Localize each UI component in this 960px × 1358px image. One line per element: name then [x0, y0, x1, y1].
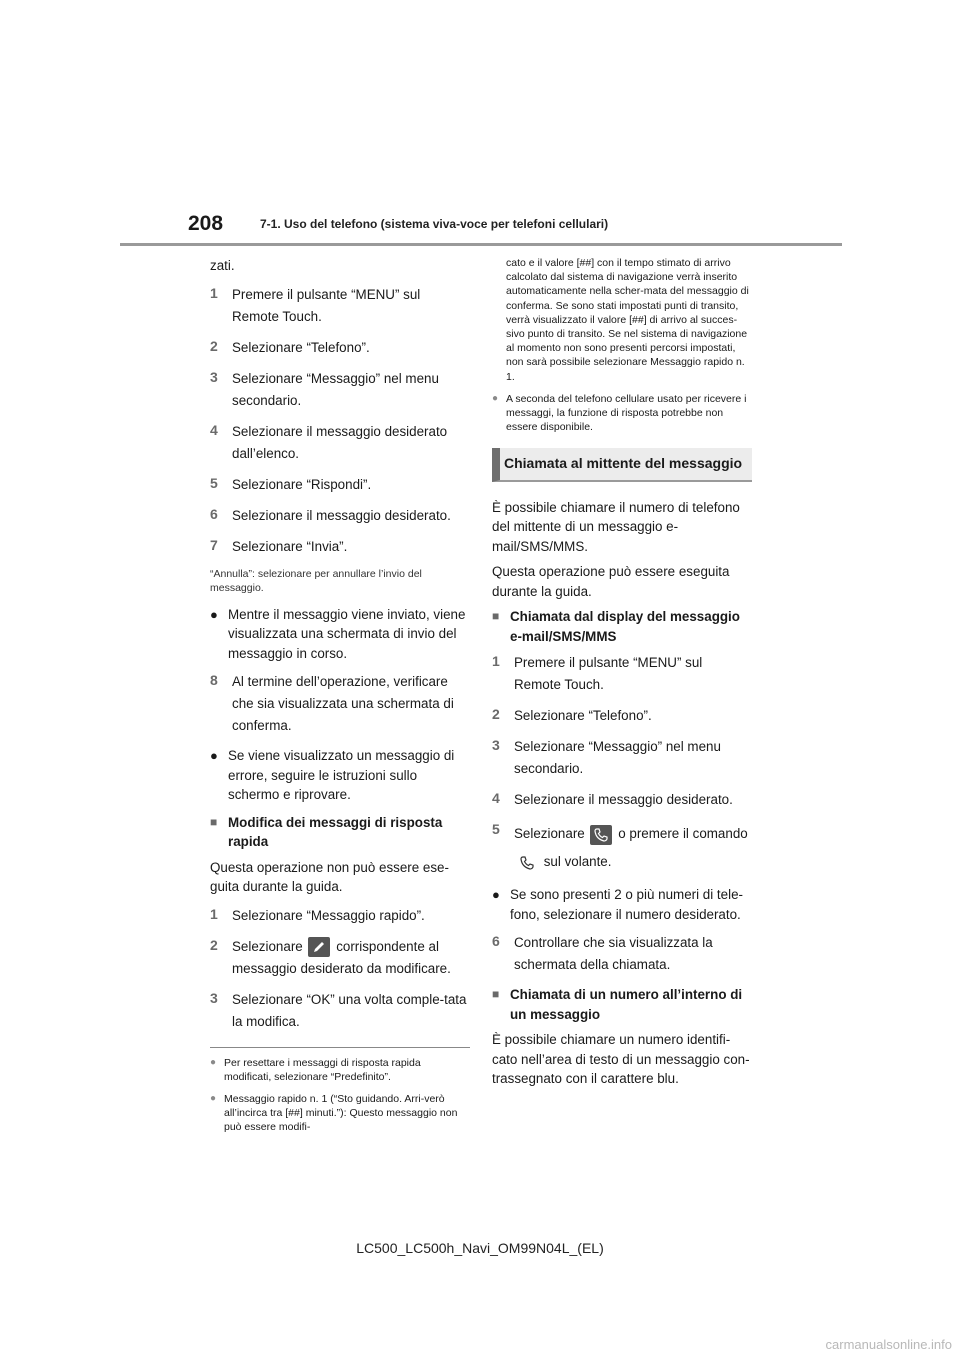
step-number: 1 — [210, 905, 218, 922]
bullet-text: Mentre il messaggio viene inviato, viene visualizzata una schermata di invio del messaggio in corso. — [228, 606, 466, 661]
step-2 — [210, 337, 470, 359]
step-text-pre: Selezionare — [232, 938, 303, 954]
step-4 — [492, 789, 752, 811]
step-number: 1 — [210, 284, 218, 301]
note-item — [210, 1092, 470, 1135]
annulla-note: “Annulla”: selezionare per annullare l’invio del messaggio. — [210, 567, 422, 594]
step-text-post: sul volante. — [543, 854, 612, 870]
page-number: 208 — [188, 212, 224, 235]
step-number: 6 — [492, 933, 500, 950]
step-text: Premere il pulsante “MENU” sul Remote Touch. — [232, 286, 421, 324]
step-text: Selezionare “Telefono”. — [514, 708, 652, 724]
step-number: 8 — [210, 672, 218, 688]
step-number: 3 — [210, 989, 218, 1006]
step-text: Selezionare “Messaggio” nel menu secondario. — [232, 370, 439, 408]
watermark: carmanualsonline.info — [825, 1337, 952, 1352]
phone-icon — [590, 825, 612, 845]
subheading-text: Chiamata di un numero all’interno di un messaggio — [510, 987, 743, 1022]
step-number: 7 — [210, 536, 218, 553]
subheading-text: Chiamata dal display del messaggio e-mail/SMS/MMS — [510, 609, 740, 644]
steering-phone-icon — [516, 853, 538, 873]
step-number: 4 — [492, 790, 500, 807]
step-text-mid: o premere il comando — [618, 826, 748, 842]
subheading-text: Modifica dei messaggi di risposta rapida — [228, 814, 443, 849]
step-text-pre: Selezionare — [514, 826, 585, 842]
note-dot-icon: ● — [492, 392, 499, 404]
step-3 — [210, 368, 470, 412]
paragraph: È possibile chiamare il numero di telefono del mittente di un messaggio e-mail/SMS/MMS. — [492, 499, 740, 554]
step-2 — [492, 705, 752, 727]
square-bullet-icon: ■ — [210, 814, 218, 829]
paragraph: Questa operazione non può essere ese-guita durante la guida. — [210, 859, 449, 894]
step-number: 4 — [210, 421, 218, 438]
step-b1 — [210, 905, 470, 927]
step-5 — [492, 820, 752, 876]
step-text: Premere il pulsante “MENU” sul Remote Touch. — [514, 655, 703, 693]
step-6 — [492, 932, 752, 976]
bullet-dot-icon: ● — [492, 887, 500, 903]
step-number: 2 — [492, 706, 500, 723]
bullet-item — [210, 605, 470, 664]
step-text — [232, 936, 470, 980]
subheading — [492, 607, 752, 646]
bullet-item — [210, 746, 470, 805]
step-number: 2 — [210, 936, 218, 953]
note-item — [492, 392, 752, 435]
step-3 — [492, 736, 752, 780]
right-column — [492, 256, 752, 1089]
step-text: Selezionare “OK” una volta comple-tata la modifica. — [232, 991, 467, 1029]
bullet-dot-icon: ● — [210, 606, 218, 622]
paragraph: È possibile chiamare un numero identifi-cato nell’area di testo di un messaggio con-trassegnato con il carattere blu. — [492, 1032, 750, 1087]
intro-text: zati. — [210, 258, 235, 273]
bullet-text: Se sono presenti 2 o più numeri di tele-fono, selezionare il numero desiderato. — [510, 887, 743, 922]
step-text: Selezionare “Rispondi”. — [232, 476, 372, 492]
step-number: 3 — [492, 737, 500, 754]
note-dot-icon: ● — [210, 1056, 217, 1068]
step-text: Selezionare “Messaggio” nel menu secondario. — [514, 739, 721, 777]
pencil-icon — [308, 937, 330, 957]
note-text: cato e il valore [##] con il tempo stimato di arrivo calcolato dal sistema di navigazione verrà inserito automaticamente nella scher-mata del messaggio di conferma. Se sono stati impostati punti di transito, verrà visualizzato il valore [##] di arrivo al succes-sivo punto di transito. Se nel sistema di navigazione al momento non sono presenti percorsi impostati, non sarà possibile selezionare Messaggio rapido n. 1. — [506, 257, 749, 383]
note-text: Per resettare i messaggi di risposta rapida modificati, selezionare “Predefinito”. — [224, 1056, 421, 1083]
step-text: Al termine dell’operazione, verificare che sia visualizzata una schermata di conferma. — [232, 674, 454, 733]
step-text — [514, 820, 752, 876]
subheading — [492, 985, 752, 1024]
step-7 — [210, 536, 470, 558]
notes-divider — [210, 1047, 470, 1048]
step-number: 6 — [210, 505, 218, 522]
section-heading: Chiamata al mittente del messaggio — [492, 448, 752, 482]
note-dot-icon: ● — [210, 1092, 217, 1104]
square-bullet-icon: ■ — [492, 609, 500, 624]
bullet-text: Se viene visualizzato un messaggio di errore, seguire le istruzioni sullo schermo e riprovare. — [228, 748, 455, 802]
step-number: 1 — [492, 653, 500, 670]
left-column — [210, 256, 470, 1143]
square-bullet-icon: ■ — [492, 987, 500, 1002]
step-6 — [210, 505, 470, 527]
bullet-item — [492, 885, 752, 924]
step-text-post: corrispondente al messaggio desiderato da modificare. — [232, 938, 451, 976]
note-continued — [492, 256, 752, 384]
step-text: Selezionare il messaggio desiderato. — [514, 792, 733, 808]
chapter-title: 7-1. Uso del telefono (sistema viva-voce per telefoni cellulari) — [260, 217, 609, 231]
step-number: 3 — [210, 368, 218, 385]
step-8 — [210, 671, 470, 737]
step-text: Selezionare il messaggio desiderato. — [232, 507, 451, 523]
step-text: Selezionare il messaggio desiderato dall’elenco. — [232, 423, 448, 461]
step-b2 — [210, 936, 470, 980]
note-item — [210, 1056, 470, 1084]
footer-code: LC500_LC500h_Navi_OM99N04L_(EL) — [356, 1240, 604, 1256]
step-1 — [492, 652, 752, 696]
step-5 — [210, 474, 470, 496]
step-text: Selezionare “Messaggio rapido”. — [232, 907, 425, 923]
step-b3 — [210, 989, 470, 1033]
note-text: Messaggio rapido n. 1 (“Sto guidando. Arri-verò all’incirca tra [##] minuti.”): Questo messaggio non può essere modifi- — [224, 1092, 458, 1134]
header-divider — [120, 243, 842, 246]
step-number: 2 — [210, 337, 218, 354]
step-text: Selezionare “Invia”. — [232, 538, 348, 554]
note-text: A seconda del telefono cellulare usato per ricevere i messaggi, la funzione di risposta potrebbe non essere disponibile. — [506, 392, 747, 434]
paragraph: Questa operazione può essere eseguita durante la guida. — [492, 564, 730, 599]
step-text: Selezionare “Telefono”. — [232, 339, 370, 355]
bullet-dot-icon: ● — [210, 748, 218, 763]
step-4 — [210, 421, 470, 465]
step-text: Controllare che sia visualizzata la schermata della chiamata. — [514, 935, 713, 973]
step-number: 5 — [210, 474, 218, 491]
step-number: 5 — [492, 821, 500, 838]
subheading — [210, 813, 470, 852]
step-1 — [210, 284, 470, 328]
